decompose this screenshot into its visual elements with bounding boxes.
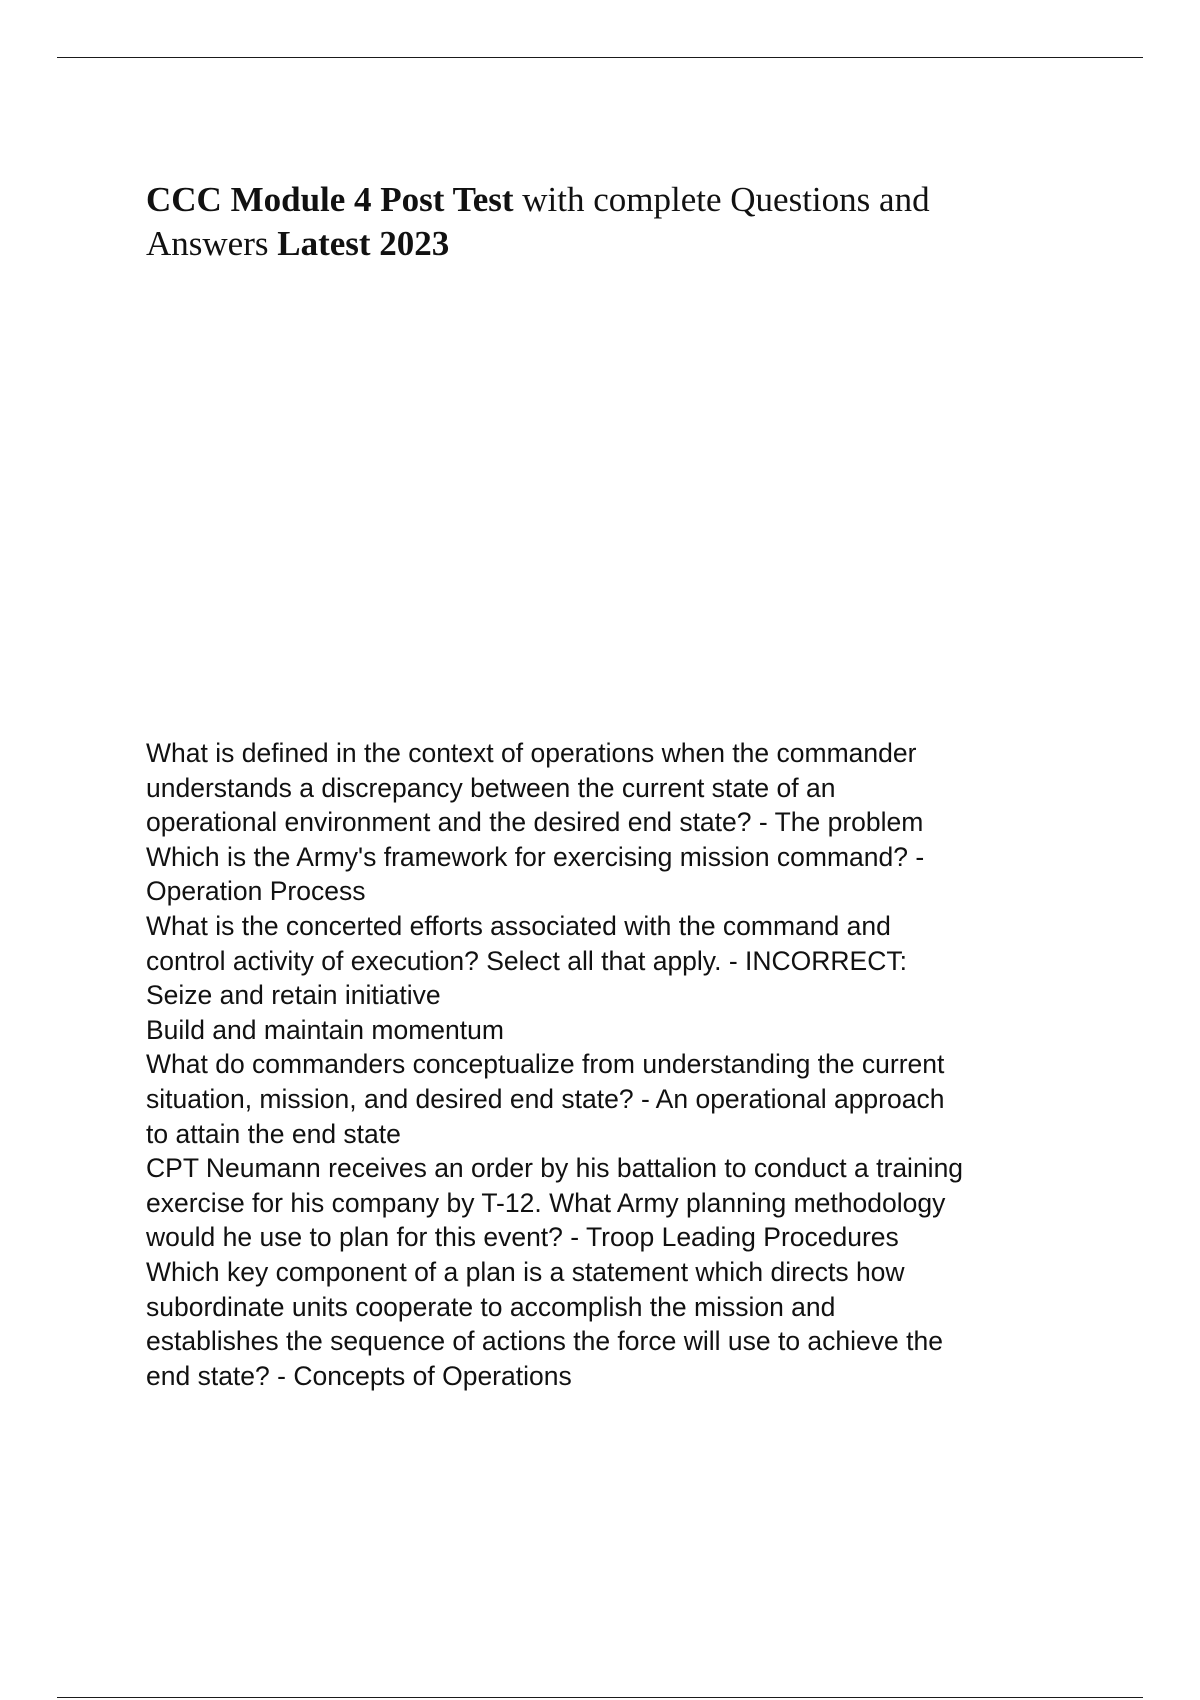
text-line: operational environment and the desired end state? - The problem (146, 807, 924, 838)
document-title (146, 178, 1046, 266)
text-line: Which key component of a plan is a statement which directs how (146, 1256, 905, 1287)
text-line: understands a discrepancy between the current state of an (146, 772, 836, 803)
text-line: situation, mission, and desired end state? - An operational approach (146, 1083, 945, 1114)
text-line: Operation Process (146, 876, 366, 907)
top-rule (57, 57, 1143, 58)
text-line: control activity of execution? Select all that apply. - INCORRECT: (146, 945, 907, 976)
text-line: What do commanders conceptualize from understanding the current (146, 1049, 945, 1080)
title-bold-part-1: CCC Module 4 Post Test (146, 180, 514, 219)
title-regular-part-1: with complete Questions and (513, 180, 930, 219)
text-line: to attain the end state (146, 1118, 401, 1149)
text-line: subordinate units cooperate to accomplish the mission and (146, 1291, 836, 1322)
bottom-rule (57, 1697, 1143, 1698)
text-line: establishes the sequence of actions the force will use to achieve the (146, 1326, 943, 1357)
text-line: Build and maintain momentum (146, 1014, 504, 1045)
qa-text-block (146, 736, 1106, 1393)
text-line: What is the concerted efforts associated with the command and (146, 910, 891, 941)
title-bold-part-2: Latest 2023 (277, 224, 450, 263)
text-line: Seize and retain initiative (146, 980, 441, 1011)
text-line: What is defined in the context of operations when the commander (146, 738, 917, 768)
title-regular-part-2: Answers (146, 224, 278, 263)
text-line: end state? - Concepts of Operations (146, 1360, 572, 1391)
text-line: CPT Neumann receives an order by his battalion to conduct a training (146, 1153, 964, 1184)
text-line: exercise for his company by T-12. What Army planning methodology (146, 1187, 946, 1218)
text-line: Which is the Army's framework for exercising mission command? - (146, 841, 925, 872)
text-line: would he use to plan for this event? - Troop Leading Procedures (146, 1222, 899, 1253)
